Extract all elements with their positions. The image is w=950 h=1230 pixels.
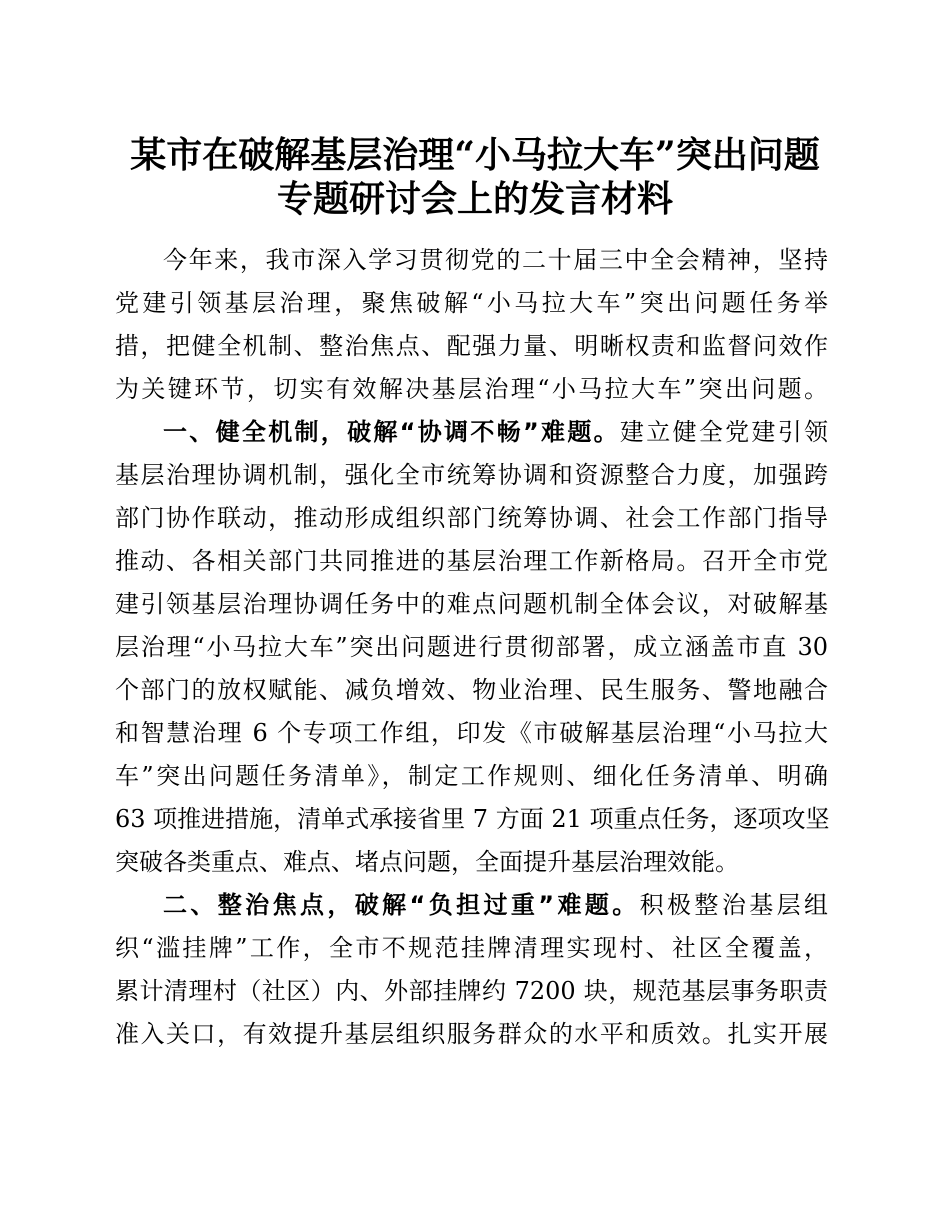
document-body [115,245,830,1085]
section-1-line: 和智慧治理 6 个专项工作组，印发《市破解基层治理“小马拉大 [115,719,828,747]
section-1-line-1-text: 建立健全党建引领 [619,418,829,446]
section-2-line-1-text: 积极整治基层组 [639,891,829,919]
section-1-line: 车”突出问题任务清单》，制定工作规则、细化任务清单、明确 [115,762,828,790]
section-2-line: 累计清理村（社区）内、外部挂牌约 7200 块，规范基层事务职责 [115,977,828,1005]
section-1-line: 推动、各相关部门共同推进的基层治理工作新格局。召开全市党 [115,547,828,575]
section-1-heading: 一、健全机制，破解“协调不畅”难题。 [163,418,620,446]
section-1-first-line [163,417,828,447]
section-1-line: 建引领基层治理协调任务中的难点问题机制全体会议，对破解基 [115,590,828,618]
section-1-line: 63 项推进措施，清单式承接省里 7 方面 21 项重点任务，逐项攻坚 [115,805,830,833]
section-2-line: 准入关口，有效提升基层组织服务群众的水平和质效。扎实开展 [115,1020,828,1048]
section-2-first-line [163,890,828,920]
section-1-line: 基层治理协调机制，强化全市统筹协调和资源整合力度，加强跨 [115,461,828,489]
section-2-heading: 二、整治焦点，破解“负担过重”难题。 [163,891,640,919]
document-title-line-1: 某市在破解基层治理“小马拉大车”突出问题 [130,134,820,176]
intro-line-3: 措，把健全机制、整治焦点、配强力量、明晰权责和监督问效作 [115,332,828,360]
section-1-line: 层治理“小马拉大车”突出问题进行贯彻部署，成立涵盖市直 30 [115,633,828,661]
intro-line-1: 今年来，我市深入学习贯彻党的二十届三中全会精神，坚持 [163,246,828,274]
document-title-line-2: 专题研讨会上的发言材料 [276,178,673,220]
intro-line-2: 党建引领基层治理，聚焦破解“小马拉大车”突出问题任务举 [115,289,828,317]
intro-line-4: 为关键环节，切实有效解决基层治理“小马拉大车”突出问题。 [115,375,828,403]
section-1-line: 部门协作联动，推动形成组织部门统筹协调、社会工作部门指导 [115,504,828,532]
section-2-line: 织“滥挂牌”工作，全市不规范挂牌清理实现村、社区全覆盖， [115,934,828,962]
section-1-line: 个部门的放权赋能、减负增效、物业治理、民生服务、警地融合 [115,676,828,704]
section-1-line: 突破各类重点、难点、堵点问题，全面提升基层治理效能。 [115,848,739,876]
